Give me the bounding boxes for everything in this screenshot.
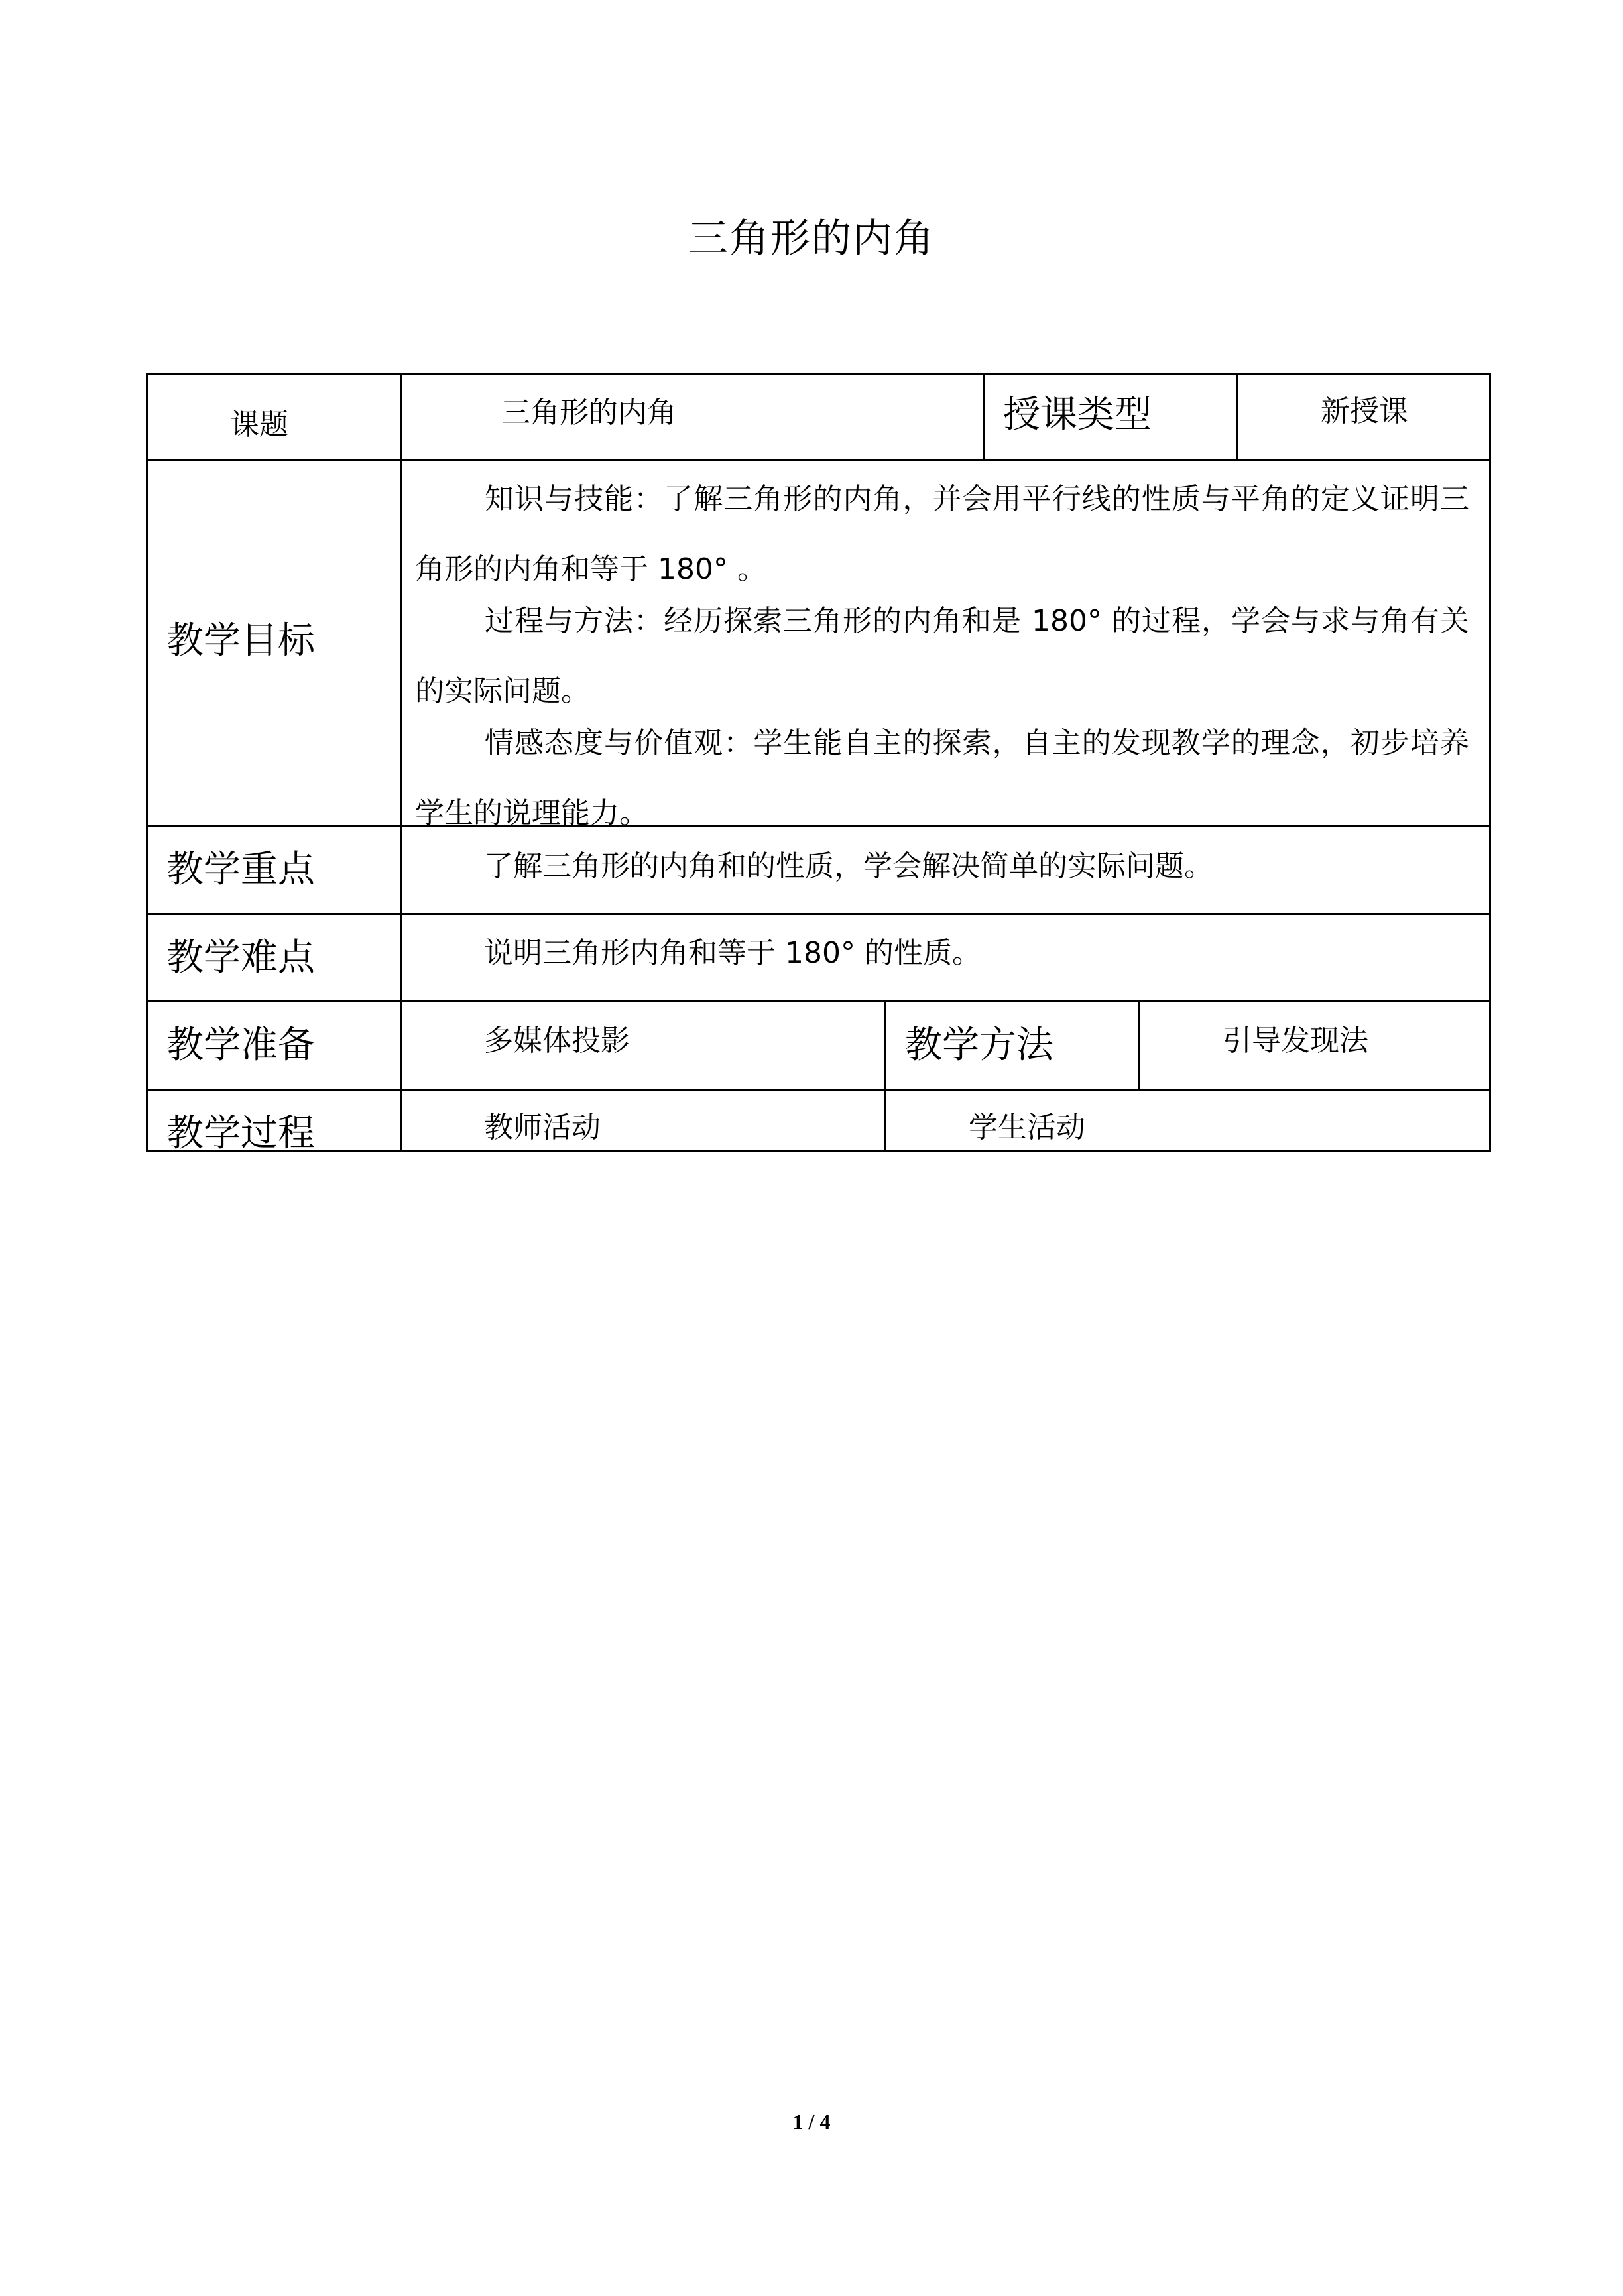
objective-knowledge: 知识与技能：了解三角形的内角，并会用平行线的性质与平角的定义证明三角形的内角和等于 180° 。	[415, 482, 1469, 586]
lesson-type-label: 授课类型	[1003, 393, 1152, 436]
cell-process-label	[146, 1089, 402, 1152]
method-value: 引导发现法	[1223, 1024, 1368, 1057]
lesson-type-value: 新授课	[1321, 394, 1408, 428]
difficulties-label: 教学难点	[166, 936, 315, 979]
process-label: 教学过程	[166, 1112, 315, 1152]
difficulties-value: 说明三角形内角和等于 180° 的性质。	[484, 936, 981, 970]
cell-difficulties-label	[146, 913, 402, 1002]
cell-objectives-label	[146, 459, 402, 827]
cell-difficulties-value	[400, 913, 1491, 1002]
cell-topic-value	[400, 373, 985, 461]
cell-student-activity	[884, 1089, 1491, 1152]
cell-topic-label	[146, 373, 402, 461]
cell-key-points-value	[400, 825, 1491, 915]
cell-lesson-type-value	[1236, 373, 1491, 461]
key-points-value: 了解三角形的内角和的性质，学会解决简单的实际问题。	[484, 849, 1213, 883]
teacher-activity: 教师活动	[484, 1111, 601, 1144]
cell-method-value	[1138, 1000, 1491, 1091]
objectives-label: 教学目标	[166, 619, 315, 662]
method-label: 教学方法	[905, 1024, 1053, 1067]
preparation-label: 教学准备	[166, 1024, 315, 1067]
cell-method-label	[884, 1000, 1140, 1091]
cell-lesson-type-label	[983, 373, 1238, 461]
student-activity: 学生活动	[969, 1111, 1085, 1144]
topic-label: 课题	[230, 408, 288, 442]
objective-emotion: 情感态度与价值观：学生能自主的探索，自主的发现教学的理念，初步培养学生的说理能力。	[415, 726, 1469, 830]
cell-preparation-label	[146, 1000, 402, 1091]
preparation-value: 多媒体投影	[484, 1024, 630, 1057]
key-points-label: 教学重点	[166, 848, 315, 891]
cell-preparation-value	[400, 1000, 886, 1091]
objective-process: 过程与方法：经历探索三角形的内角和是 180° 的过程，学会与求与角有关的实际问题。	[415, 604, 1469, 708]
page-title: 三角形的内角	[688, 215, 935, 262]
topic-value: 三角形的内角	[501, 396, 676, 430]
cell-teacher-activity	[400, 1089, 886, 1152]
cell-key-points-label	[146, 825, 402, 915]
page-number: 1 / 4	[792, 2110, 831, 2134]
